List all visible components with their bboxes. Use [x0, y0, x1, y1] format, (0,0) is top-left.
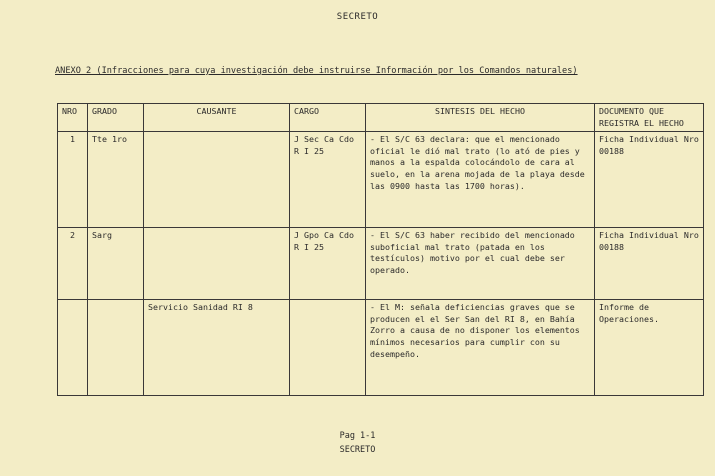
classification-footer: SECRETO	[339, 445, 376, 455]
cell-nro: 2	[58, 228, 88, 300]
cell-documento: Ficha Individual Nro 00188	[595, 228, 704, 300]
col-header-cargo: CARGO	[290, 104, 366, 132]
cell-causante: Servicio Sanidad RI 8	[144, 300, 290, 396]
col-header-grado: GRADO	[88, 104, 144, 132]
cell-cargo	[290, 300, 366, 396]
page-number: Pag 1-1	[339, 431, 376, 441]
infractions-table	[57, 103, 704, 396]
cell-cargo: J Sec Ca Cdo R I 25	[290, 132, 366, 228]
cell-sintesis: - El M: señala deficiencias graves que se producen el el Ser San del RI 8, en Bahía Zorro a causa de no disponer los elementos mínimos necesarios para cumplir con su desempeño.	[366, 300, 595, 396]
col-header-sintesis: SINTESIS DEL HECHO	[366, 104, 595, 132]
cell-documento: Ficha Individual Nro 00188	[595, 132, 704, 228]
table-header-row	[58, 104, 704, 132]
cell-sintesis: - El S/C 63 declara: que el mencionado oficial le dió mal trato (lo ató de pies y manos a la espalda colocándolo de cara al suelo, en la arena mojada de la playa desde las 0900 hasta las 1700 horas).	[366, 132, 595, 228]
col-header-documento: DOCUMENTO QUE REGISTRA EL HECHO	[595, 104, 704, 132]
cell-cargo: J Gpo Ca Cdo R I 25	[290, 228, 366, 300]
cell-causante	[144, 228, 290, 300]
cell-nro	[58, 300, 88, 396]
table-row	[58, 132, 704, 228]
cell-nro: 1	[58, 132, 88, 228]
col-header-nro: NRO	[58, 104, 88, 132]
cell-documento: Informe de Operaciones.	[595, 300, 704, 396]
cell-grado	[88, 300, 144, 396]
col-header-causante: CAUSANTE	[144, 104, 290, 132]
annex-title: ANEXO 2 (Infracciones para cuya investigación debe instruirse Información por los Comandos naturales)	[55, 66, 578, 76]
table-row	[58, 300, 704, 396]
cell-grado: Tte 1ro	[88, 132, 144, 228]
cell-grado: Sarg	[88, 228, 144, 300]
table-row	[58, 228, 704, 300]
cell-causante	[144, 132, 290, 228]
cell-sintesis: - El S/C 63 haber recibido del mencionado suboficial mal trato (patada en los testículos) motivo por el cual debe ser operado.	[366, 228, 595, 300]
classification-header: SECRETO	[336, 12, 379, 22]
